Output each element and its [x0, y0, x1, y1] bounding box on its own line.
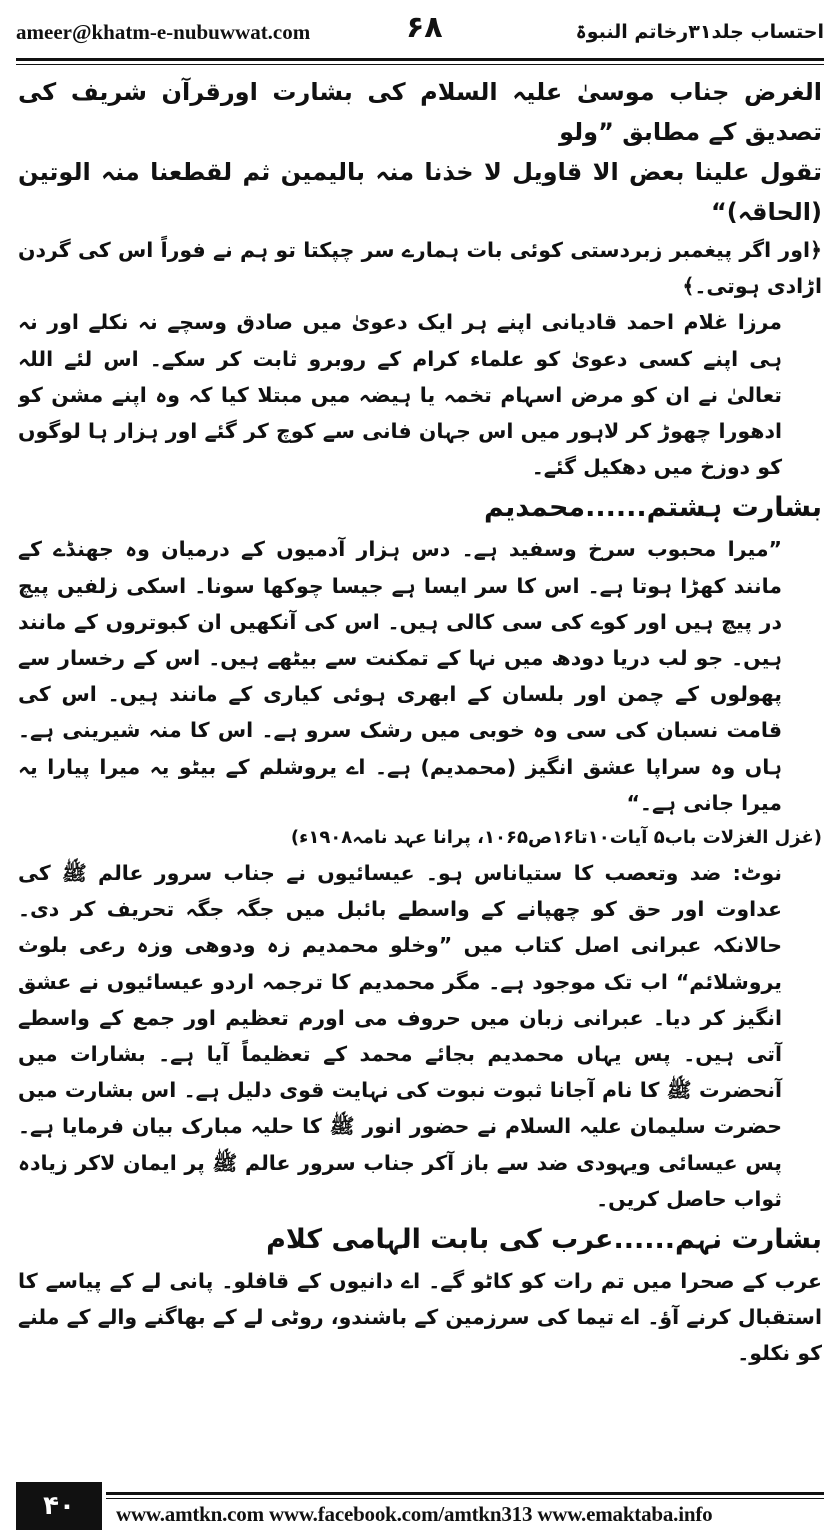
verse-translation: ﴿اور اگر پیغمبر زبردستی کوئی بات ہمارے سر چپکتا تو ہم نے فوراً اس کی گردن اڑادی ہوتی۔﴾ [18, 238, 822, 299]
page-footer [16, 1482, 824, 1532]
footer-rule-thin [106, 1498, 824, 1499]
page-body [18, 72, 822, 1472]
mirza-paragraph: مرزا غلام احمد قادیانی اپنے ہر ایک دعویٰ میں صادق وسچے نہ نکلے اور نہ ہی اپنے کسی دعویٰ کو علماء کرام کے روبرو ثابت کر سکے۔ اس لئے اللہ تعالیٰ نے ان کو مرض اسہام تخمہ یا ہیضہ میں مبتلا کیا کہ وہ اپنے مشن کو ادھورا چھوڑ کر لاہور میں اس جہان فانی سے کوچ کر گئے اور ہزار ہا لوگوں کو دوزخ میں دھکیل گئے۔ [18, 310, 782, 480]
arabia-paragraph: عرب کے صحرا میں تم رات کو کاٹو گے۔ اے دانیوں کے قافلو۔ پانی لے کے پیاسے کا استقبال کرنے آؤ۔ اے تیما کی سرزمین کے باشندو، روٹی لے کے بھاگنے والے کے ملنے کو نکلو۔ [18, 1269, 822, 1366]
bible-reference: (غزل الغزلات باب۵ آیات۱۰تا۱۶ص۱۰۶۵، پرانا عہد نامہ۱۹۰۸ء) [290, 827, 822, 849]
section-heading-eighth: بشارت ہشتم......محمدیم [483, 492, 822, 524]
section-heading-ninth: بشارت نہم......عرب کی بابت الہامی کلام [266, 1224, 822, 1256]
footer-book-page-number: ۴۰ [16, 1482, 102, 1530]
footer-links: www.amtkn.com www.facebook.com/amtkn313 www.emaktaba.info [116, 1502, 713, 1526]
header-rule-thin [16, 64, 824, 65]
page-header [16, 8, 824, 56]
quran-verse: تقول علینا بعض الا قاویل لا خذنا منہ بالیمین ثم لقطعنا منہ الوتین (الحاقہ)“ [18, 158, 822, 226]
song-quote-paragraph: ”میرا محبوب سرخ وسفید ہے۔ دس ہزار آدمیوں کے درمیان وہ جھنڈے کے مانند کھڑا ہوتا ہے۔ اس کا سر ایسا ہے جیسا چوکھا سونا۔ اسکی زلفیں پیچ در پیچ ہیں اور کوے کی سی کالی ہیں۔ اس کی آنکھیں ان کبوتروں کے مانند ہیں۔ جو لب دریا دودھ میں نہا کے تمکنت سے بیٹھے ہیں۔ اس کے رخسار سے پھولوں کے چمن اور بلسان کے ابھری ہوئی کیاری کے مانند ہیں۔ اس کی قامت نسبان کی سی وہ خوبی میں رشک سرو ہے۔ اس کا منہ شیرینی ہے۔ ہاں وہ سراپا عشق انگیز (محمدیم) ہے۔ اے یروشلم کے بیٹو یہ میرا پیارا یہ میرا جانی ہے۔“ [18, 537, 782, 815]
header-page-number: ۶۸ [406, 10, 443, 45]
header-rule [16, 58, 824, 61]
intro-paragraph: الغرض جناب موسیٰ علیہ السلام کی بشارت اورقرآن شریف کی تصدیق کے مطابق ”ولو [18, 78, 822, 146]
header-email: ameer@khatm-e-nubuwwat.com [16, 19, 311, 44]
note-paragraph: نوٹ: ضد وتعصب کا ستیاناس ہو۔ عیسائیوں نے جناب سرور عالم ﷺ کی عداوت اور حق کو چھپانے کے واسطے بائبل میں جگہ جگہ تحریف کر دی۔ حالانکہ عبرانی اصل کتاب میں ”وخلو محمدیم زہ ودوھی وزہ رعی بلوث یروشلائم“ اب تک موجود ہے۔ مگر محمدیم کا ترجمہ اردو عیسائیوں نے عشق انگیز کر دیا۔ عبرانی زبان میں حروف می اورم تعظیم اور جمع کے واسطے آتی ہیں۔ پس یہاں محمدیم بجائے محمد کے تعظیماً آیا ہے۔ بشارات میں آنحضرت ﷺ کا نام آجانا ثبوت نبوت کی نہایت قوی دلیل ہے۔ اس بشارت میں حضرت سلیمان علیہ السلام نے حضور انور ﷺ کا حلیہ مبارک بیان فرمایا ہے۔ پس عیسائی ویہودی ضد سے باز آکر جناب سرور عالم ﷺ پر ایمان لاکر زیادہ ثواب حاصل کریں۔ [18, 861, 782, 1211]
footer-rule [106, 1492, 824, 1495]
header-volume-title: احتساب جلد۳۱رخاتم النبوۃ [575, 21, 824, 43]
